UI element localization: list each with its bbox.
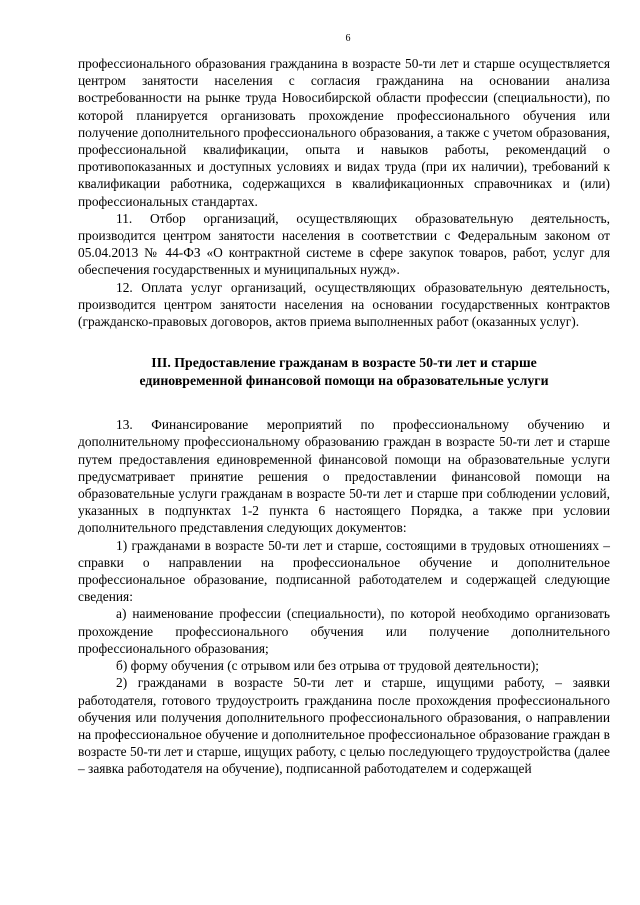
paragraph-12: 12. Оплата услуг организаций, осуществляющих образовательную деятельность, производится центром занятости населения на основании государственных контрактов (гражданско-правовых договоров, актов приема выполненных работ (оказанных услуг).: [78, 279, 610, 330]
subitem-1: 1) гражданами в возрасте 50-ти лет и старше, состоящими в трудовых отношениях – справки о направлении на профессиональное обучение и дополнительное профессиональное образование, подписанной работодателем и содержащей следующие сведения:: [78, 537, 610, 605]
paragraph-continuation: профессионального образования гражданина в возрасте 50-ти лет и старше осуществляется центром занятости населения с согласия гражданина на основании анализа востребованности на рынке труда Новосибирской области профессии (специальности), по которой планируется организовать прохождение профессионального обучения или получение дополнительного профессионального образования, а также с учетом образования, профессиональной квалификации, опыта и навыков работы, рекомендаций о противопоказанных и доступных условиях и видах труда (при их наличии), требований к квалификации работника, содержащихся в квалификационных справочниках и (или) профессиональных стандартах.: [78, 56, 610, 209]
section-heading-line1: III. Предоставление гражданам в возрасте 50-ти лет и старше: [151, 355, 537, 371]
paragraph-11: 11. Отбор организаций, осуществляющих образовательную деятельность, производится центром занятости населения в соответствии с Федеральным законом от 05.04.2013 № 44-ФЗ «О контрактной системе в сфере закупок товаров, работ, услуг для обеспечения государственных и муниципальных нужд».: [78, 210, 610, 278]
section-heading: [78, 354, 610, 390]
subitem-2: 2) гражданами в возрасте 50-ти лет и старше, ищущими работу, – заявки работодателя, готового трудоустроить гражданина после прохождения профессионального обучения или получения дополнительного профессионального образования, о направлении на профессиональное обучение и дополнительное профессиональное образование граждан в возрасте 50-ти лет и старше, ищущих работу, с целью последующего трудоустройства (далее – заявка работодателя на обучение), подписанной работодателем и содержащей: [78, 675, 610, 777]
section-heading-line2: единовременной финансовой помощи на образовательные услуги: [139, 373, 549, 389]
paragraph-13: 13. Финансирование мероприятий по профессиональному обучению и дополнительному профессиональному образованию граждан в возрасте 50-ти лет и старше путем предоставления единовременной финансовой помощи на образовательные услуги предусматривает принятие решения о предоставлении финансовой помощи на образовательные услуги гражданам в возрасте 50-ти лет и старше при соблюдении условий, указанных в подпунктах 1-2 пункта 6 настоящего Порядка, а также при условии дополнительного представления следующих документов:: [78, 417, 610, 536]
bottom-paragraphs: [78, 416, 610, 777]
subitem-b: б) форму обучения (с отрывом или без отрыва от трудовой деятельности);: [116, 658, 539, 674]
subitem-a: а) наименование профессии (специальности), по которой необходимо организовать прохождение профессионального обучения или получение дополнительного профессионального образования;: [78, 606, 610, 656]
top-paragraphs: [78, 55, 610, 330]
page-number: 6: [345, 33, 351, 44]
